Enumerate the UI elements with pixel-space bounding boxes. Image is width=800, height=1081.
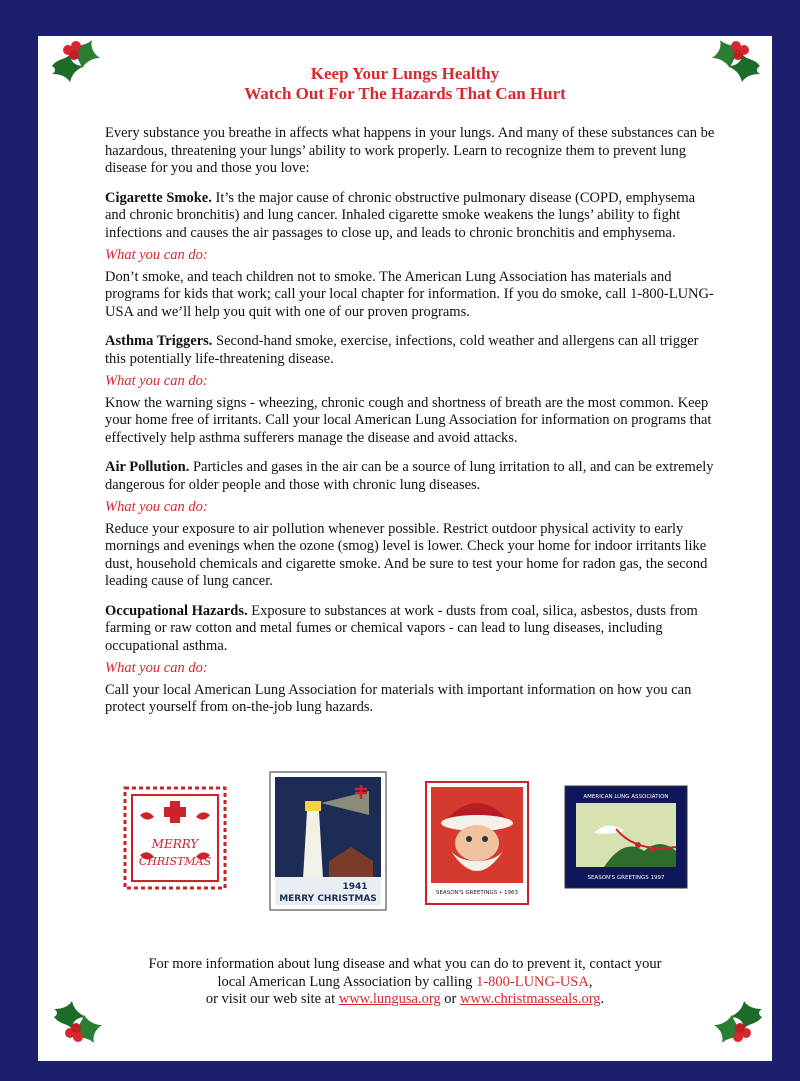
footer-line-2-text: local American Lung Association by calling	[217, 973, 477, 990]
lungusa-link[interactable]: www.lungusa.org	[338, 991, 441, 1007]
section-title: Cigarette Smoke.	[105, 189, 212, 206]
stamp-ala-1997	[564, 785, 688, 889]
section-action: Reduce your exposure to air pollution whenever possible. Restrict outdoor physical activity to early mornings and evenings when the ozone (smog) level is lower. Check your home for indoor irritants like dust, household chemicals and cigarette smoke. And be sure to test your home for radon gas, the second leading cause of lung cancer.	[105, 520, 708, 589]
christmasseals-link[interactable]: www.christmasseals.org	[459, 991, 601, 1007]
stamp4-bottom-text: SEASON'S GREETINGS 1997	[587, 875, 665, 881]
header-subtitle: Watch Out For The Hazards That Can Hurt	[244, 84, 566, 103]
what-you-can-do-label: What you can do:	[105, 660, 208, 676]
section-air-pollution	[105, 459, 715, 494]
section-body: Second-hand smoke, exercise, infections, cold weather and allergens can all trigger this potentially life-threatening disease.	[105, 333, 699, 367]
footer-line-2	[38, 974, 772, 992]
stamp2-year: 1941	[342, 882, 368, 892]
header-title: Keep Your Lungs Healthy	[310, 64, 500, 83]
christmas-seal-stamps	[38, 771, 772, 911]
section-body: Particles and gases in the air can be a source of lung irritation to all, and can be extremely dangerous for older people and those with chronic lung diseases.	[105, 459, 714, 493]
stamp1-text-christmas: CHRISTMAS	[138, 855, 212, 868]
section-action: Know the warning signs - wheezing, chronic cough and shortness of breath are the most common. Keep your home free of irritants. Call your local American Lung Association for information on programs that effectively help asthma sufferers manage the disease and avoid attacks.	[105, 394, 712, 446]
stamp-merry-christmas-cross	[122, 785, 228, 891]
main-content	[105, 125, 715, 729]
footer-line-2-end: ,	[588, 973, 593, 990]
stamp3-text: SEASON'S GREETINGS • 1963	[435, 890, 519, 896]
stamp1-text-merry: MERRY	[151, 837, 199, 851]
section-body: Exposure to substances at work - dusts from coal, silica, asbestos, dusts from farming or raw cotton and metal fumes or chemical vapors - can lead to lung diseases, including occupational asthma.	[105, 602, 698, 654]
footer-line-3-text: or visit our web site at	[205, 991, 339, 1007]
stamp2-text: MERRY CHRISTMAS	[279, 894, 377, 904]
stamp-santa-1963	[425, 781, 529, 905]
contact-footer	[38, 956, 772, 1009]
stamp-lighthouse-1941	[269, 771, 387, 911]
section-cigarette-smoke	[105, 190, 715, 243]
document-page	[38, 36, 772, 1061]
section-action: Call your local American Lung Association for materials with important information on how you can protect yourself from on-the-job lung hazards.	[105, 681, 692, 715]
footer-line-3-end: .	[600, 991, 605, 1007]
stamp4-top-text: AMERICAN LUNG ASSOCIATION	[583, 794, 669, 800]
what-you-can-do-label: What you can do:	[105, 247, 208, 263]
page-header	[38, 64, 772, 104]
footer-line-3-mid: or	[440, 991, 460, 1007]
intro-paragraph: Every substance you breathe in affects what happens in your lungs. And many of these substances can be hazardous, threatening your lungs’ ability to work properly. Learn to recognize them to prevent lung disease for you and those you love:	[105, 125, 715, 176]
section-occupational-hazards	[105, 603, 715, 656]
what-you-can-do-label: What you can do:	[105, 499, 208, 515]
section-asthma-triggers	[105, 333, 715, 368]
section-title: Asthma Triggers.	[105, 333, 213, 349]
section-title: Occupational Hazards.	[105, 602, 248, 619]
what-you-can-do-label: What you can do:	[105, 373, 208, 389]
footer-line-3	[38, 991, 772, 1009]
section-title: Air Pollution.	[105, 459, 190, 475]
section-action: Don’t smoke, and teach children not to smoke. The American Lung Association has materials and programs for kids that work; call your local chapter for information. If you do smoke, call 1-800-LUNG-USA and we’ll help you quit with one of our proven programs.	[105, 268, 714, 320]
footer-line-1: For more information about lung disease and what you can do to prevent it, contact your	[148, 956, 662, 972]
section-body: It’s the major cause of chronic obstructive pulmonary disease (COPD, emphysema and chronic bronchitis) and lung cancer. Inhaled cigarette smoke weakens the lungs’ ability to fight infections and causes the air passages to close up, and leads to chronic bronchitis and emphysema.	[105, 189, 696, 241]
phone-number: 1-800-LUNG-USA	[476, 973, 589, 990]
